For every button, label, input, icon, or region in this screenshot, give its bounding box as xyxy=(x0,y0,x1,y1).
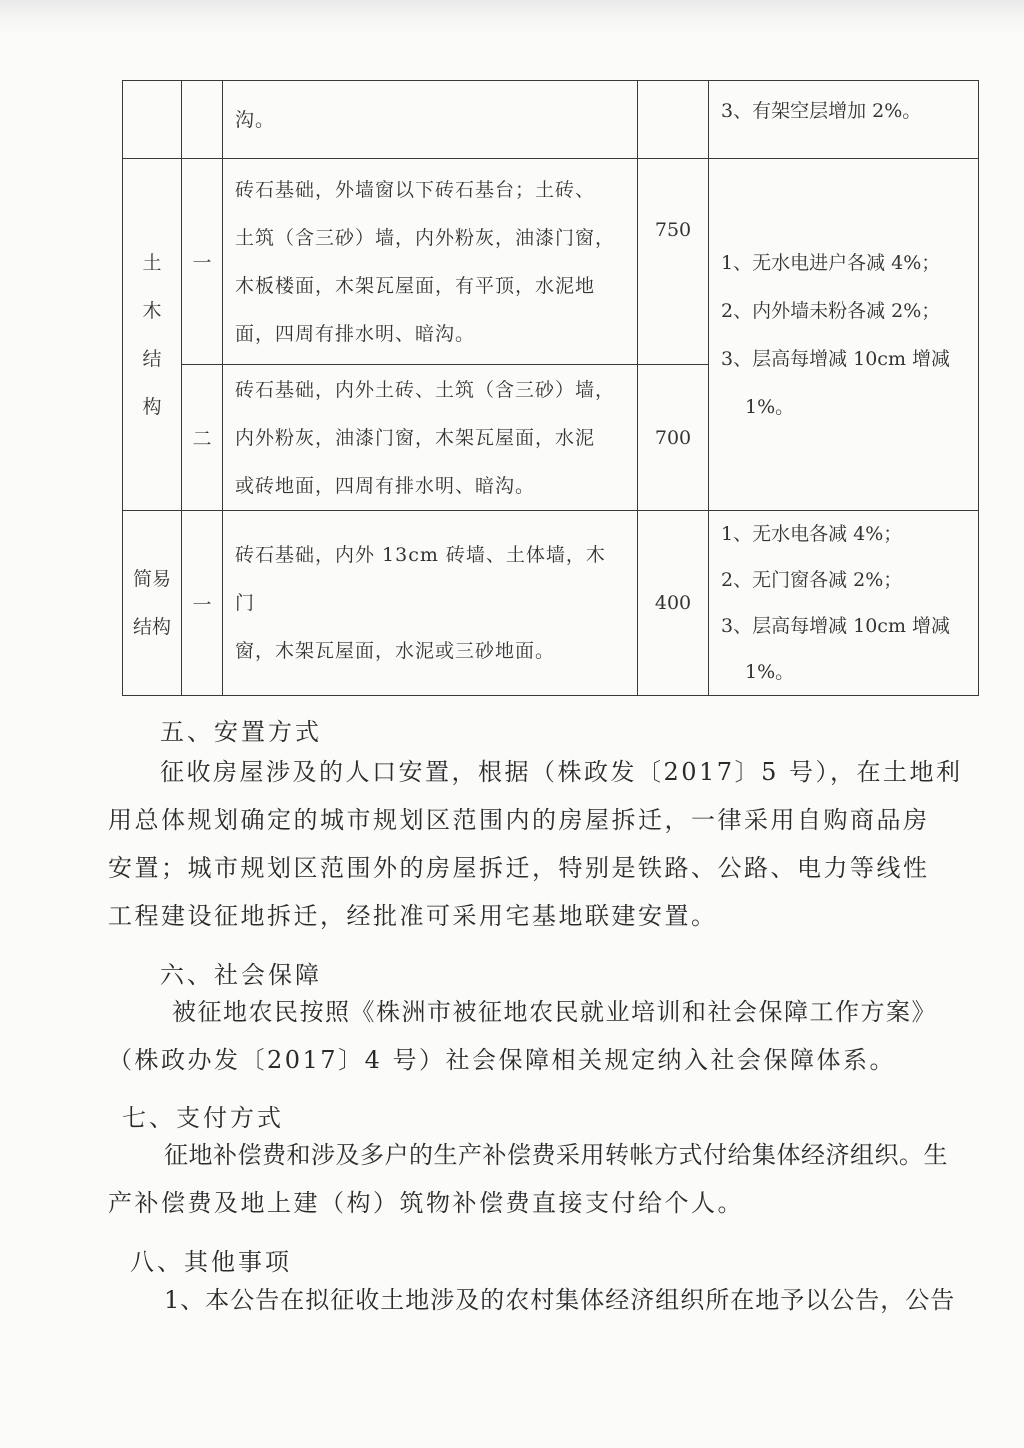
section-paragraph xyxy=(108,1131,988,1227)
desc-line: 或砖地面，四周有排水明、暗沟。 xyxy=(235,474,536,497)
category-cell xyxy=(123,511,182,696)
category-char: 结 xyxy=(142,347,162,370)
table-row xyxy=(123,81,979,159)
note-line: 1、无水电各减 4%； xyxy=(721,523,903,545)
grade-text: 一 xyxy=(192,593,212,616)
desc-line: 砖石基础，内外土砖、土筑（含三砂）墙， xyxy=(235,378,616,401)
note-line: 3、层高每增减 10cm 增减 xyxy=(721,347,951,370)
note-line: 1%。 xyxy=(745,661,795,683)
category-char: 木 xyxy=(142,299,162,322)
section-heading: 八、其他事项 xyxy=(130,1248,292,1276)
price-cell xyxy=(638,365,709,511)
section-paragraph xyxy=(108,748,988,940)
paragraph-line: 工程建设征地拆迁，经批准可采用宅基地联建安置。 xyxy=(108,902,718,930)
note-line: 3、层高每增减 10cm 增减 xyxy=(721,615,951,637)
desc-line: 面，四周有排水明、暗沟。 xyxy=(235,322,476,345)
paragraph-line: 产补偿费及地上建（构）筑物补偿费直接支付给个人。 xyxy=(108,1189,744,1217)
grade-cell xyxy=(182,159,223,365)
price-value: 750 xyxy=(654,219,692,241)
category-line: 结构 xyxy=(132,616,171,638)
table-cell-empty xyxy=(123,81,182,159)
paragraph-line: 被征地农民按照《株洲市被征地农民就业培训和社会保障工作方案》 xyxy=(172,998,937,1026)
price-value: 400 xyxy=(654,592,692,614)
price-value: 700 xyxy=(654,426,692,449)
category-line: 简易 xyxy=(132,568,171,590)
table-cell-notes xyxy=(709,159,979,511)
desc-line: 内外粉灰，油漆门窗，木架瓦屋面，水泥 xyxy=(235,426,596,449)
table-cell-notes xyxy=(709,511,979,696)
table-row xyxy=(123,159,979,365)
paragraph-line: 征地补偿费和涉及多户的生产补偿费采用转帐方式付给集体经济组织。生 xyxy=(164,1141,948,1169)
section-heading: 七、支付方式 xyxy=(122,1104,284,1132)
grade-text: 二 xyxy=(192,428,212,450)
note-line: 2、无门窗各减 2%； xyxy=(721,569,903,591)
grade-cell xyxy=(182,365,223,511)
category-char: 构 xyxy=(142,395,162,418)
note-text: 3、有架空层增加 2%。 xyxy=(721,100,922,122)
paragraph-line: （株政办发〔2017〕4 号）社会保障相关规定纳入社会保障体系。 xyxy=(108,1046,896,1074)
table-cell-desc xyxy=(223,159,638,365)
price-cell xyxy=(638,159,709,365)
desc-text: 沟。 xyxy=(235,108,276,131)
note-line: 1、无水电进户各减 4%； xyxy=(721,251,941,274)
table-cell-notes xyxy=(709,81,979,159)
section-paragraph xyxy=(108,988,988,1084)
table-cell-desc xyxy=(223,81,638,159)
section-paragraph xyxy=(108,1276,988,1324)
table-row xyxy=(123,511,979,696)
desc-line: 窗，木架瓦屋面，水泥或三砂地面。 xyxy=(235,640,556,662)
desc-line: 土筑（含三砂）墙，内外粉灰，油漆门窗， xyxy=(235,226,616,249)
paragraph-line: 征收房屋涉及的人口安置，根据（株政发〔2017〕5 号），在土地利 xyxy=(160,758,963,786)
category-char: 土 xyxy=(142,251,162,274)
compensation-rate-table xyxy=(122,80,979,696)
section-heading: 六、社会保障 xyxy=(160,961,322,989)
table-cell-empty xyxy=(638,81,709,159)
grade-cell xyxy=(182,511,223,696)
table-cell-desc xyxy=(223,365,638,511)
desc-line: 砖石基础，内外 13cm 砖墙、土体墙，木门 xyxy=(235,544,606,614)
section-heading: 五、安置方式 xyxy=(160,718,322,746)
table-cell-desc xyxy=(223,511,638,696)
price-cell xyxy=(638,511,709,696)
desc-line: 木板楼面，木架瓦屋面，有平顶，水泥地 xyxy=(235,274,596,297)
grade-text: 一 xyxy=(192,252,212,274)
category-cell xyxy=(123,159,182,511)
paragraph-line: 1、本公告在拟征收土地涉及的农村集体经济组织所在地予以公告，公告 xyxy=(164,1286,956,1314)
table-cell-empty xyxy=(182,81,223,159)
note-line: 2、内外墙未粉各减 2%； xyxy=(721,299,941,322)
paragraph-line: 安置；城市规划区范围外的房屋拆迁，特别是铁路、公路、电力等线性 xyxy=(108,854,930,882)
note-line: 1%。 xyxy=(745,395,795,418)
paragraph-line: 用总体规划确定的城市规划区范围内的房屋拆迁，一律采用自购商品房 xyxy=(108,806,930,834)
desc-line: 砖石基础，外墙窗以下砖石基台；土砖、 xyxy=(235,178,596,201)
